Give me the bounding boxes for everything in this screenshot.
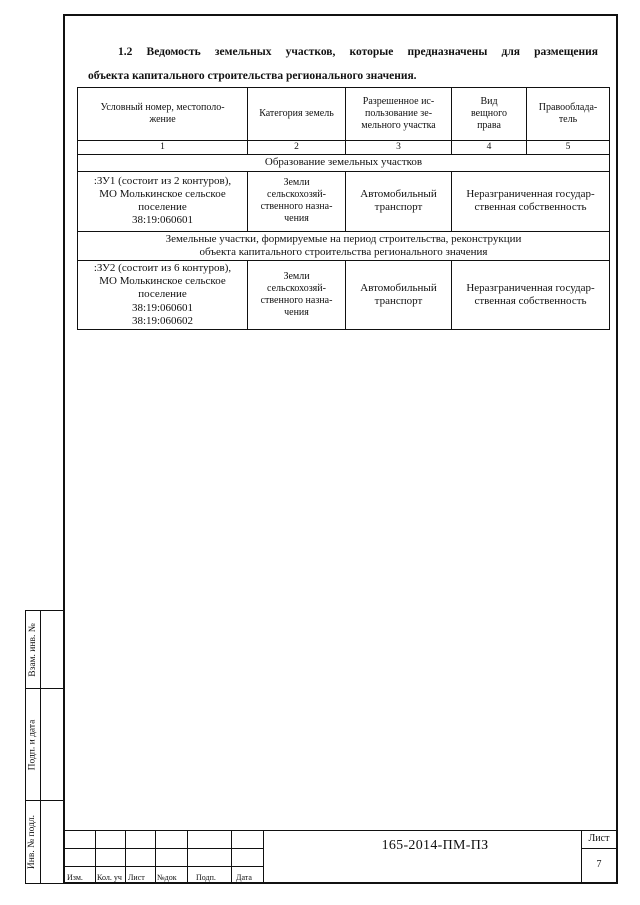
sheet-label: Лист (588, 833, 610, 844)
section-row (78, 231, 610, 260)
permitted-use-cell: Автомобильный транспорт (346, 260, 452, 329)
column-number: 4 (452, 141, 527, 155)
header-cell: Правооблада- тель (527, 88, 610, 141)
table-row (78, 171, 610, 231)
header-cell: Категория земель (248, 88, 346, 141)
table-row (78, 260, 610, 329)
document-number: 165-2014-ПМ-ПЗ (381, 838, 489, 853)
column-number: 3 (346, 141, 452, 155)
stamp-label: Взам. инв. № (27, 622, 38, 677)
tb-line (155, 830, 156, 884)
header-cell: Вид вещного права (452, 88, 527, 141)
tb-caption: Изм. (67, 873, 83, 882)
table-header-row (78, 88, 610, 141)
stamp-label: Инв. № подл. (27, 814, 38, 870)
stamp-label: Подп. и дата (27, 719, 38, 770)
tb-caption: Лист (128, 873, 145, 882)
header-cell: Разрешенное ис- пользование зе- мельного участка (346, 88, 452, 141)
tb-line (63, 848, 263, 849)
section-row (78, 155, 610, 171)
land-category-cell: Земли сельскохозяй- ственного назна- чения (248, 171, 346, 231)
tb-line (63, 830, 618, 831)
permitted-use-cell: Автомобильный транспорт (346, 171, 452, 231)
owner-cell: Неразграниченная государ- ственная собственность (452, 260, 610, 329)
section-heading (88, 40, 598, 88)
column-numbers-row (78, 141, 610, 155)
tb-caption: №док (157, 873, 177, 882)
tb-line (187, 830, 188, 884)
section-title: Земельные участки, формируемые на период строительства, реконструкции объекта капитального строительства регионального значения (78, 231, 610, 260)
tb-line (63, 866, 263, 867)
land-category-cell: Земли сельскохозяй- ственного назна- чения (248, 260, 346, 329)
tb-line (95, 830, 96, 884)
heading-line-1: 1.2 Ведомость земельных участков, которые предназначены для размещения (118, 46, 598, 58)
column-number: 1 (78, 141, 248, 155)
column-number: 5 (527, 141, 610, 155)
side-stamp-inv (25, 800, 65, 884)
stamp-col (40, 689, 66, 800)
sheet-number: 7 (596, 859, 602, 870)
land-plots-table (77, 87, 610, 330)
column-number: 2 (248, 141, 346, 155)
tb-caption: Кол. уч (97, 873, 122, 882)
plot-number-cell: :ЗУ2 (состоит из 6 контуров), МО Молькинское сельское поселение 38:19:060601 38:19:060602 (78, 260, 248, 329)
side-stamp-podp (25, 688, 65, 800)
header-cell: Условный номер, местополо- жение (78, 88, 248, 141)
owner-cell: Неразграниченная государ- ственная собственность (452, 171, 610, 231)
section-title: Образование земельных участков (78, 155, 610, 171)
side-stamp-vzam (25, 610, 65, 688)
tb-line (263, 830, 264, 884)
plot-number-cell: :ЗУ1 (состоит из 2 контуров), МО Молькинское сельское поселение 38:19:060601 (78, 171, 248, 231)
tb-caption: Подп. (196, 873, 216, 882)
stamp-col (40, 611, 66, 688)
tb-line (231, 830, 232, 884)
tb-caption: Дата (236, 873, 252, 882)
heading-line-2: объекта капитального строительства регионального значения. (88, 70, 417, 82)
tb-line (125, 830, 126, 884)
